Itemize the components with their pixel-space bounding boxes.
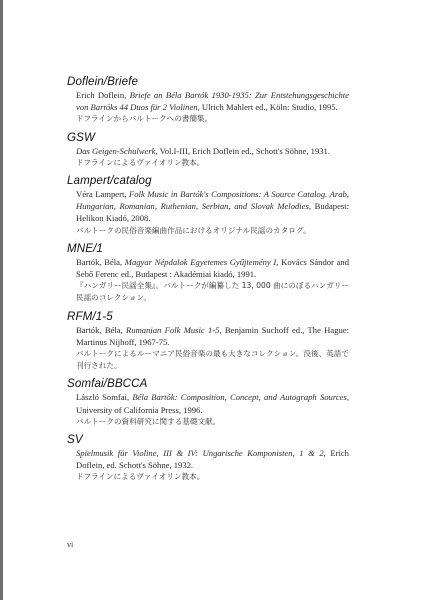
entry-body (67, 89, 349, 126)
page-number: vi (67, 540, 74, 549)
entry-key: Somfai/BBCCA (67, 377, 148, 391)
entry-body (67, 188, 349, 237)
entry-title: Folk Music in Bartók's Compositions: A Source Catalog. Arab, Hungarian, Romanian, Ruthenian, Serbian, and Slovak Melodies (76, 189, 349, 212)
entry-title: Rumanian Folk Music 1-5 (126, 324, 220, 335)
entry-body (67, 256, 349, 305)
entry-description-jp: ドフラインからバルトークへの書簡集。 (76, 114, 213, 124)
entry-title: Magyar Népdalok Egyetemes Gyűjtemény I (124, 256, 277, 267)
bib-entry (67, 241, 349, 305)
entry-publication: , University of California Press, 1996. (76, 392, 349, 415)
entry-publication: , Benjamin Suchoff ed., The Hague: Martinus Nijhoff, 1967-75. (76, 324, 349, 347)
entry-author: Bartók, Béla, (76, 324, 127, 335)
entry-description-jp: ドフラインによるヴァイオリン教本。 (76, 472, 205, 482)
entry-author: László Somfai, (76, 392, 133, 403)
bib-entry (67, 309, 349, 373)
entry-description-jp: バルトークの民俗音楽編曲作品におけるオリジナル民謡のカタログ。 (76, 225, 311, 235)
page-edge (0, 0, 3, 600)
entry-publication: , Ulrich Mahlert ed., Köln: Studio, 1995. (197, 102, 338, 113)
entry-body (67, 391, 349, 428)
entry-publication: , Vol.I-III, Erich Doflein ed., Schott's Söhne, 1931. (155, 145, 330, 156)
entry-body (67, 324, 349, 373)
entry-description-jp: ドフラインによるヴァイオリン教本。 (76, 157, 205, 167)
bib-entry (67, 74, 349, 126)
bibliography-list (67, 74, 349, 488)
bib-entry (67, 432, 349, 484)
entry-title: Spielmusik für Violine, III & IV: Ungarische Komponisten, 1 & 2 (76, 448, 324, 459)
entry-body (67, 145, 349, 169)
entry-author: Erich Doflein, (76, 90, 130, 100)
entry-publication: , Budapest: Helikon Kiadó, 2008. (76, 201, 350, 224)
entry-key: MNE/1 (67, 241, 103, 255)
bib-entry (67, 130, 349, 169)
entry-body (67, 447, 349, 484)
entry-title: Briefe an Béla Bartók 1930-1935: Zur Entstehungsgeschichte von Bartóks 44 Duos für 2 Violinen (76, 90, 349, 113)
entry-description-jp: バルトークによるルーマニア民俗音楽の最も大きなコレクション。没後、英語で刊行された。 (76, 349, 349, 371)
entry-publication: , Erich Doflein, ed. Schott's Söhne, 1932. (76, 448, 349, 471)
entry-key: RFM/1-5 (67, 309, 113, 323)
entry-key: Lampert/catalog (67, 174, 152, 188)
entry-title: Das Geigen-Schulwerk (76, 145, 156, 156)
entry-title: Béla Bartók: Composition, Concept, and Autograph Sources (132, 392, 347, 403)
bib-entry (67, 376, 349, 428)
entry-description-jp: 『ハンガリー民謡全集』。バルトークが編纂した 13, 000 曲にのぼるハンガリー民謡のコレクション。 (76, 281, 350, 303)
entry-key: Doflein/Briefe (67, 75, 138, 88)
entry-key: GSW (67, 130, 95, 144)
entry-author: Véra Lampert, (76, 189, 130, 200)
entry-author: Bartók, Béla, (76, 256, 125, 267)
entry-publication: , Kovács Sándor and Sebő Ferenc ed., Budapest : Akadémiai kiadó, 1991. (76, 256, 350, 280)
entry-key: SV (67, 433, 83, 447)
bib-entry (67, 173, 349, 237)
entry-description-jp: バルトークの資料研究に関する基礎文献。 (76, 416, 221, 426)
